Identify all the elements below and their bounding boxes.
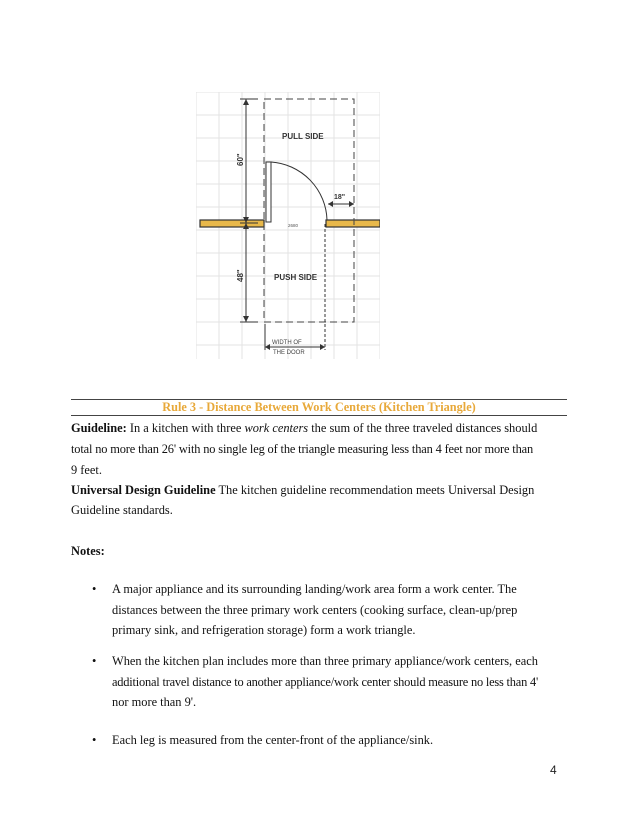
bullet-1-line-2: distances between the three primary work centers (cooking surface, clean-up/prep: [112, 602, 518, 617]
width-label-line2: THE DOOR: [273, 350, 305, 356]
width-label-line1: WIDTH OF: [272, 340, 302, 346]
bullet-item-2: [92, 651, 562, 713]
guideline-line-2: total no more than 26' with no single leg of the triangle measuring less than 4 feet nor more than: [71, 442, 534, 456]
bullet-1-line-1: A major appliance and its surrounding landing/work area form a work center. The: [112, 582, 517, 596]
wall-right: [326, 220, 380, 227]
bullet-item-3: [92, 730, 562, 751]
side-dimension-label: 18": [334, 194, 346, 201]
bullet-icon: •: [92, 733, 97, 747]
rule-title: Rule 3 - Distance Between Work Centers (Kitchen Triangle): [162, 400, 476, 414]
door-clearance-diagram: [196, 92, 380, 359]
guideline-italic: work centers: [244, 421, 309, 435]
page-number: 4: [550, 763, 557, 777]
bullet-item-1: [92, 579, 562, 641]
bullet-2-text: [112, 651, 564, 713]
bullet-2-line-1: When the kitchen plan includes more than three primary appliance/work centers, each: [112, 654, 538, 668]
rule-heading-box: [71, 399, 567, 416]
arrow-top: [243, 99, 249, 105]
bullet-3-text: [112, 730, 564, 751]
bullet-3-line-1: Each leg is measured from the center-front of the appliance/sink.: [112, 733, 434, 747]
guideline-line-1: [71, 418, 571, 438]
universal-line-1: [71, 480, 571, 500]
push-side-label: PUSH SIDE: [274, 273, 318, 282]
bullet-1-text: [112, 579, 564, 641]
guideline-text-before: In a kitchen with three: [129, 421, 245, 435]
arrow-side-left: [328, 201, 333, 207]
door-leaf: [266, 162, 271, 222]
door-code-label: 2680: [288, 223, 299, 228]
bullet-2-line-3: nor more than 9'.: [112, 695, 197, 709]
pull-side-label: PULL SIDE: [282, 132, 324, 141]
bullet-2-line-2: additional travel distance to another appliance/work center should measure no less than 4': [112, 674, 539, 689]
door-swing-arc: [271, 162, 327, 220]
bullet-icon: •: [92, 582, 97, 596]
universal-label: Universal Design Guideline: [71, 483, 216, 497]
bottom-dimension-label: 48": [236, 269, 245, 282]
guideline-line-3: 9 feet.: [71, 463, 102, 477]
door-clearance-figure: [196, 92, 380, 359]
guideline-text-after: the sum of the three traveled distances should: [308, 421, 538, 435]
universal-text-1: The kitchen guideline recommendation meets Universal Design: [215, 483, 535, 497]
bullet-1-line-3: primary sink, and refrigeration storage) form a work triangle.: [112, 623, 416, 637]
top-dimension-label: 60": [236, 153, 245, 166]
guideline-label: Guideline:: [71, 421, 127, 435]
bullet-icon: •: [92, 654, 97, 668]
notes-label: Notes:: [71, 544, 105, 558]
universal-line-2: Guideline standards.: [71, 503, 173, 517]
arrow-bottom: [243, 316, 249, 322]
arrow-side-right: [349, 201, 354, 207]
